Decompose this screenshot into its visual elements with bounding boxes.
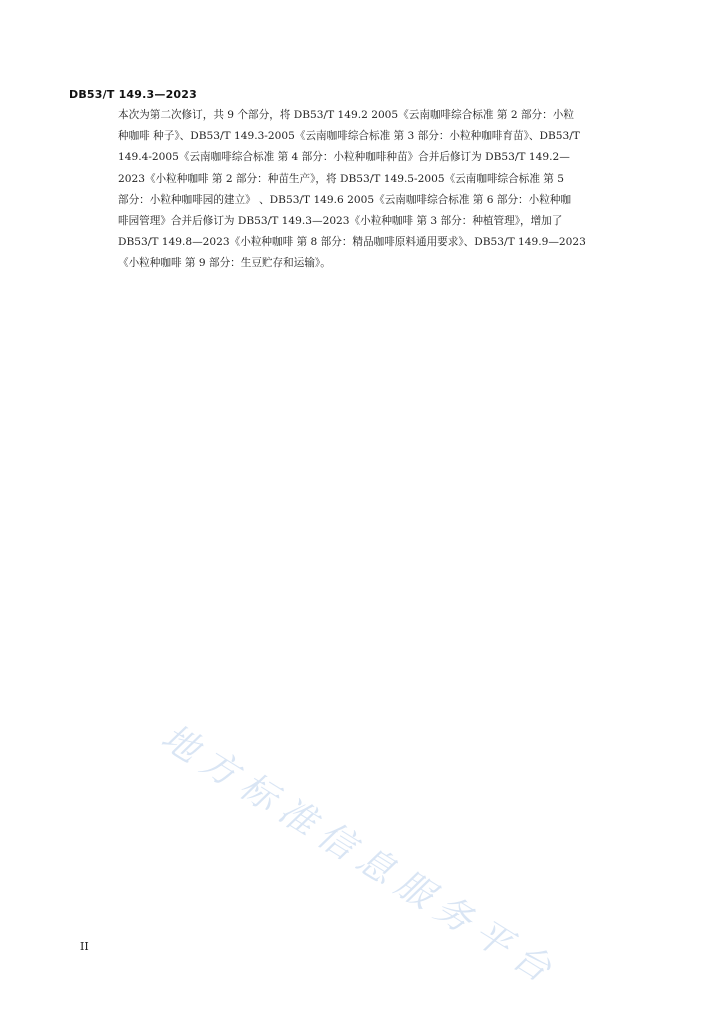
- paragraph-line-8: 《小粒种咖啡 第 9 部分：生豆贮存和运输》。: [118, 257, 331, 270]
- paragraph-line-4: 2023《小粒种咖啡 第 2 部分：种苗生产》，将 DB53/T 149.5-2005《云南咖啡综合标准 第 5: [118, 172, 565, 185]
- paragraph-line-5: 部分：小粒种咖啡园的建立》 、DB53/T 149.6 2005《云南咖啡综合标准 第 6 部分：小粒种咖: [118, 193, 572, 206]
- page-number: II: [80, 940, 89, 953]
- paragraph-line-2: 种咖啡 种子》、DB53/T 149.3-2005《云南咖啡综合标准 第 3 部分：小粒种咖啡育苗》、DB53/T: [118, 130, 580, 143]
- document-code-header: DB53/T 149.3—2023: [69, 88, 197, 101]
- paragraph-line-7: DB53/T 149.8—2023《小粒种咖啡 第 8 部分：精品咖啡原料通用要求》、DB53/T 149.9—2023: [118, 236, 586, 249]
- paragraph-line-6: 啡园管理》合并后修订为 DB53/T 149.3—2023《小粒种咖啡 第 3 部分：种植管理》，增加了: [118, 215, 563, 228]
- paragraph-line-1: 本次为第二次修订，共 9 个部分，将 DB53/T 149.2 2005《云南咖啡综合标准 第 2 部分：小粒: [118, 109, 574, 121]
- revision-note-paragraph: [118, 105, 638, 275]
- paragraph-line-3: 149.4-2005《云南咖啡综合标准 第 4 部分：小粒种咖啡种苗》合并后修订为 DB53/T 149.2—: [118, 151, 570, 164]
- watermark-text: 地方标准信息服务平台: [154, 716, 566, 996]
